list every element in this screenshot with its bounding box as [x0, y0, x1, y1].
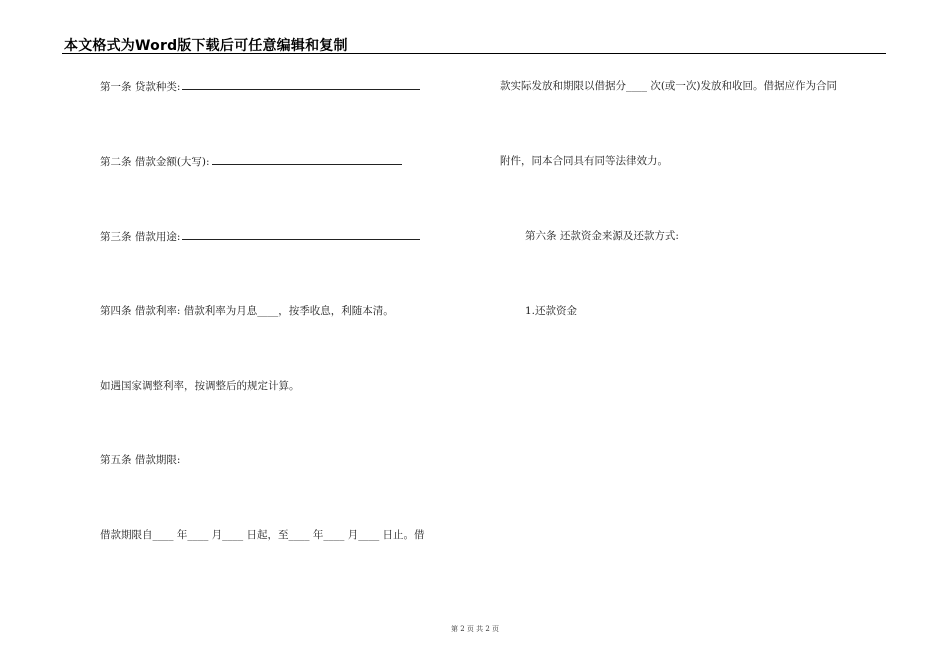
loan-term-period-line: 借款期限自____ 年____ 月____ 日起，至____ 年____ 月____ 日止。借 [100, 529, 425, 541]
article-4-interest-rate [100, 304, 394, 318]
interest-rate-blank: ____ [257, 305, 279, 317]
loan-amount-blank [212, 154, 402, 165]
rate-adjustment-clause: 如遇国家调整利率，按调整后的规定计算。 [100, 380, 300, 392]
article-5-loan-term: 第五条 借款期限: [100, 454, 181, 466]
article-4-suffix: ，按季收息，利随本清。 [278, 305, 394, 317]
page-number-footer: 第 2 页 共 2 页 [450, 625, 500, 633]
contract-attachment-clause: 附件，同本合同具有同等法律效力。 [500, 155, 668, 167]
article-4-label: 第四条 借款利率: 借款利率为月息 [100, 305, 258, 317]
article-2-loan-amount [100, 154, 404, 169]
article-6-repayment: 第六条 还款资金来源及还款方式: [525, 230, 679, 242]
article-3-loan-purpose [100, 229, 422, 244]
loan-type-blank [182, 79, 420, 90]
header-divider [62, 53, 886, 54]
loan-disbursement-continuation: 款实际发放和期限以借据分____ 次(或一次)发放和收回。借据应作为合同 [500, 80, 838, 92]
document-header-title: 本文格式为Word版下载后可任意编辑和复制 [64, 38, 348, 54]
article-1-loan-type [100, 79, 422, 94]
article-2-label: 第二条 借款金额(大写): [100, 156, 210, 168]
repayment-source-item-1: 1.还款资金 [525, 305, 578, 317]
loan-purpose-blank [182, 229, 420, 240]
article-3-label: 第三条 借款用途: [100, 231, 181, 243]
article-1-label: 第一条 贷款种类: [100, 81, 181, 93]
